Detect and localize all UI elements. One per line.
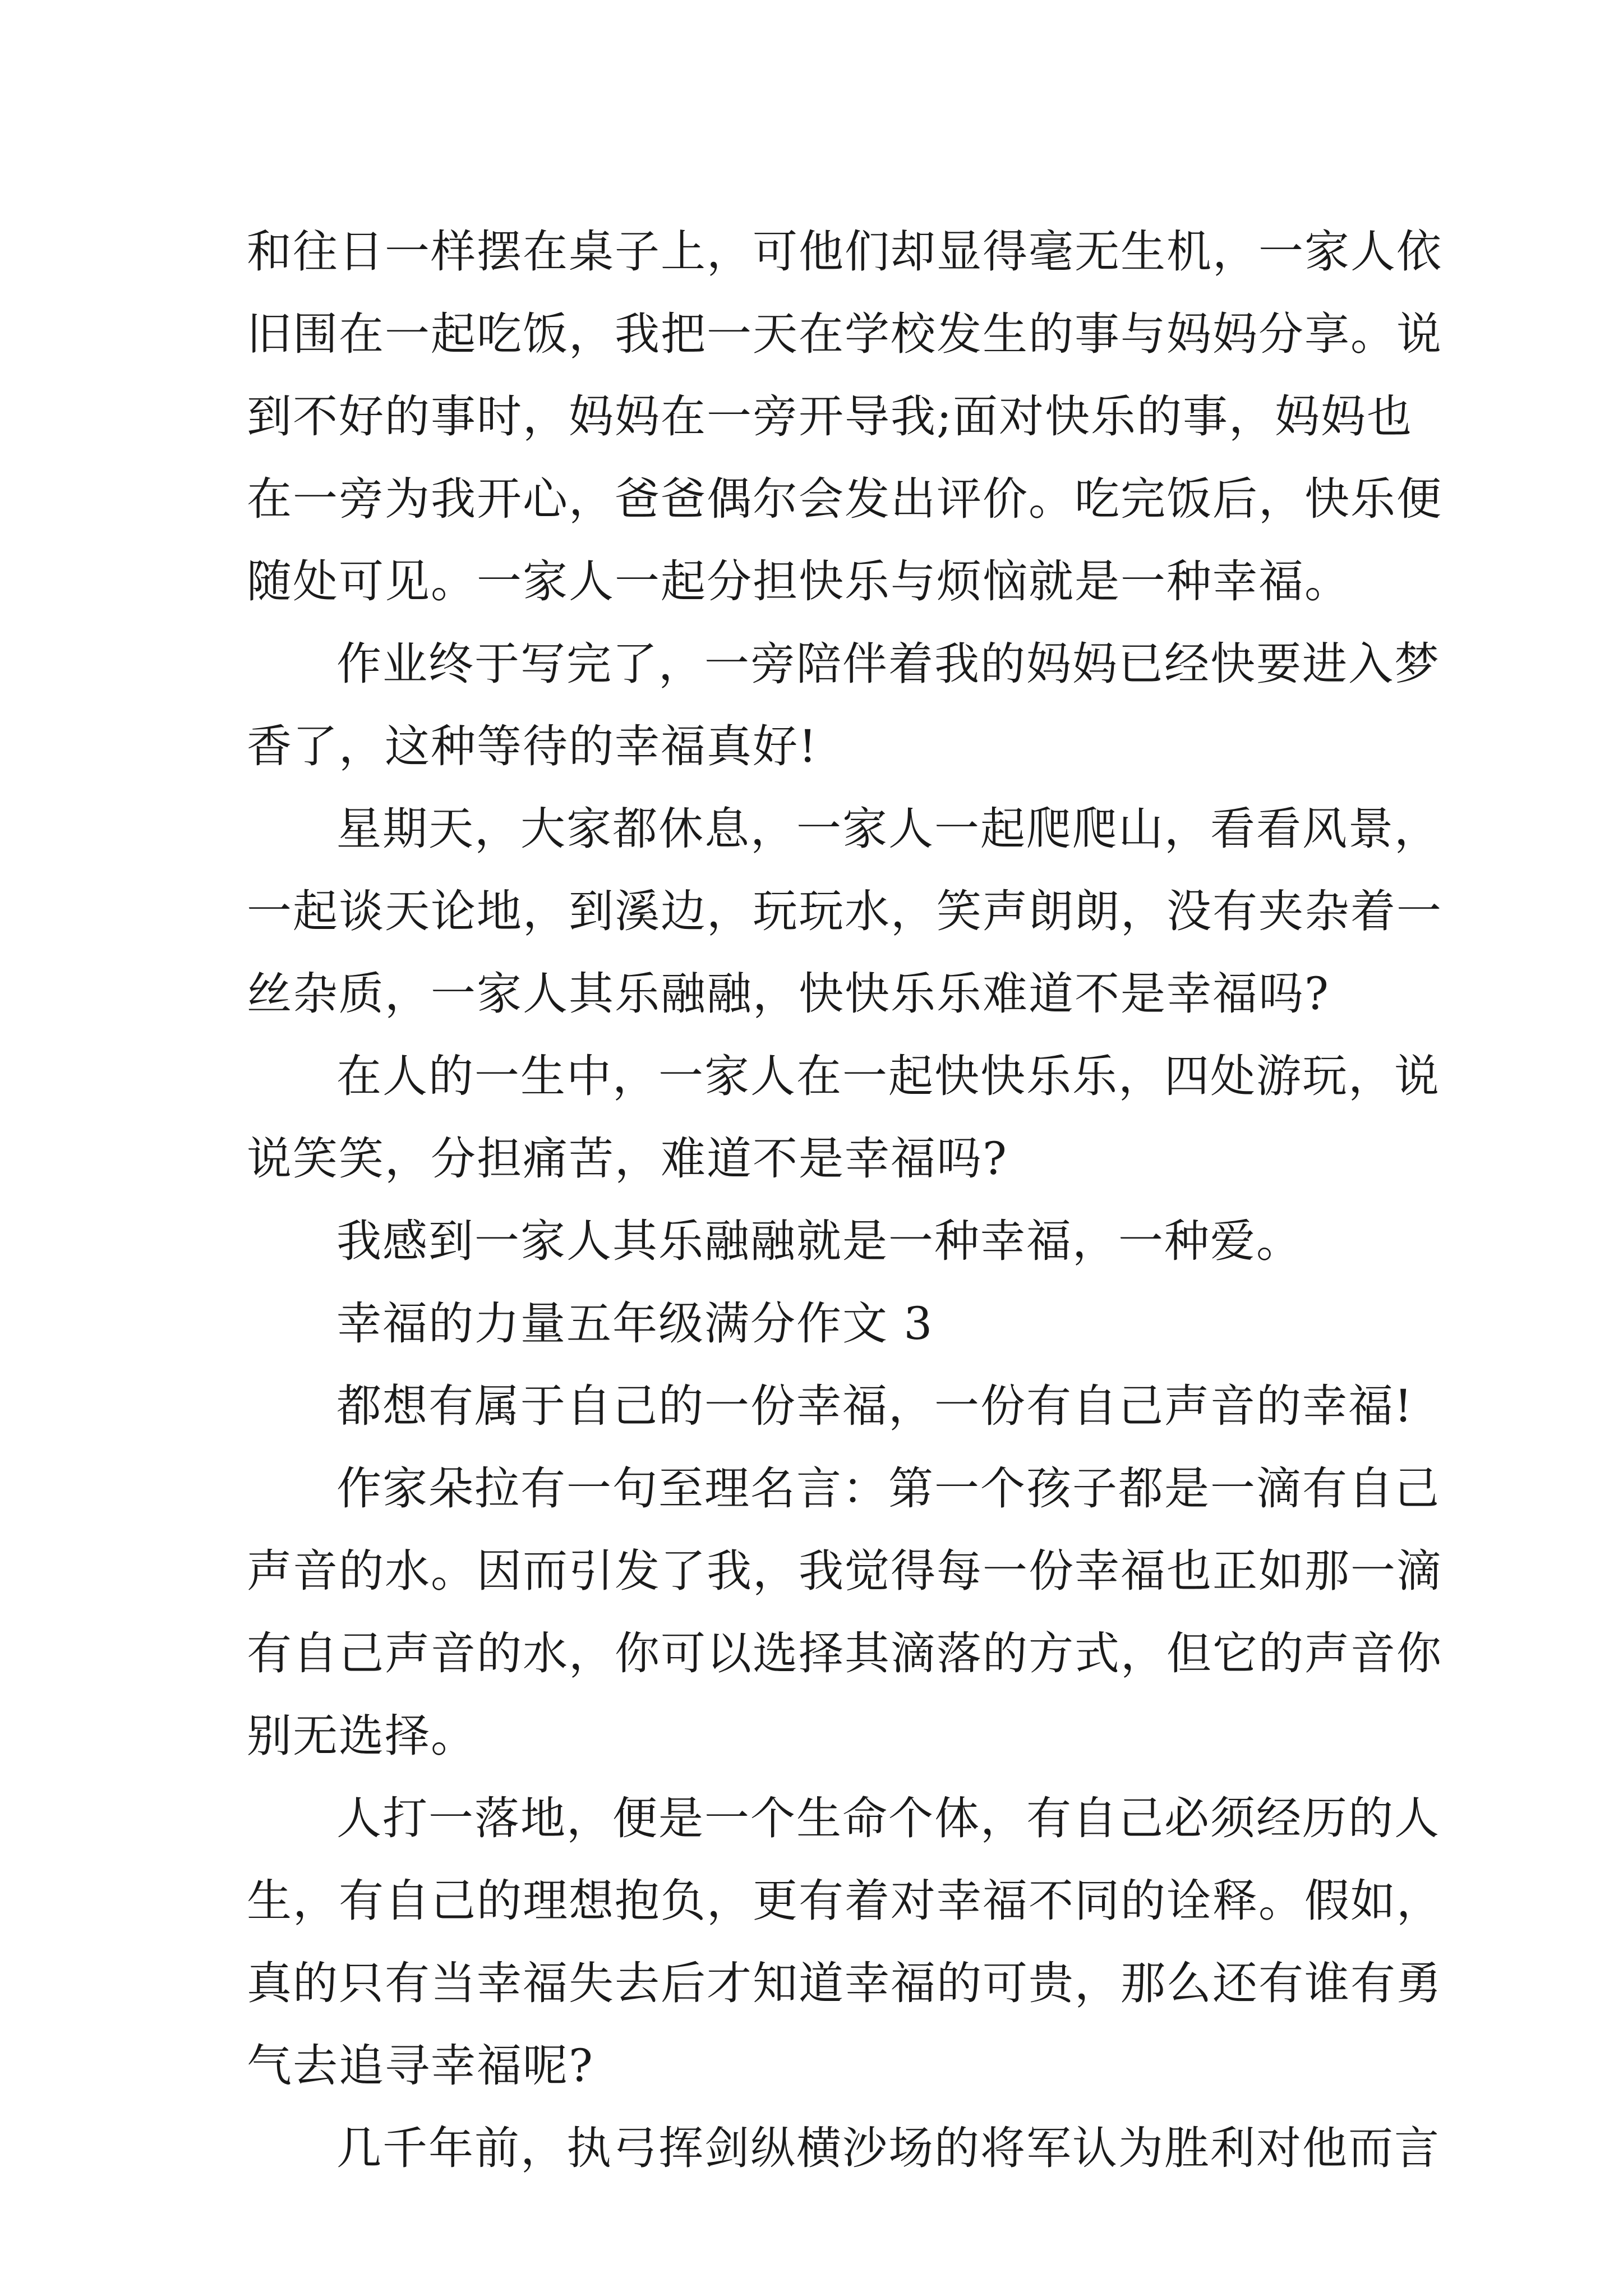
- text-line: 作业终于写完了，一旁陪伴着我的妈妈已经快要进入梦: [336, 638, 1440, 690]
- text-line: 一起谈天论地，到溪边，玩玩水，笑声朗朗，没有夹杂着一: [247, 885, 1442, 937]
- text-line: 我感到一家人其乐融融就是一种幸福，一种爱。: [336, 1215, 1302, 1267]
- text-line: 丝杂质，一家人其乐融融，快快乐乐难道不是幸福吗?: [247, 968, 1330, 1020]
- text-line: 人打一落地，便是一个生命个体，有自己必须经历的人: [336, 1792, 1440, 1844]
- text-line: 随处可见。一家人一起分担快乐与烦恼就是一种幸福。: [247, 555, 1350, 608]
- text-line: 别无选择。: [247, 1710, 477, 1762]
- text-line: 说笑笑，分担痛苦，难道不是幸福吗?: [247, 1133, 1008, 1185]
- text-line: 星期天，大家都休息，一家人一起爬爬山，看看风景，: [336, 803, 1440, 855]
- text-line: 声音的水。因而引发了我，我觉得每一份幸福也正如那一滴: [247, 1545, 1442, 1597]
- text-line: 有自己声音的水，你可以选择其滴落的方式，但它的声音你: [247, 1627, 1442, 1680]
- text-line: 在一旁为我开心，爸爸偶尔会发出评价。吃完饭后，快乐便: [247, 473, 1442, 525]
- text-line: 真的只有当幸福失去后才知道幸福的可贵，那么还有谁有勇: [247, 1957, 1442, 2009]
- text-line: 作家朵拉有一句至理名言：第一个孩子都是一滴有自己: [336, 1462, 1440, 1515]
- text-line: 在人的一生中，一家人在一起快快乐乐，四处游玩，说: [336, 1050, 1440, 1102]
- body-text: [247, 210, 1442, 2189]
- text-line: 到不好的事时，妈妈在一旁开导我;面对快乐的事，妈妈也: [247, 390, 1413, 443]
- text-line: 旧围在一起吃饭，我把一天在学校发生的事与妈妈分享。说: [247, 308, 1442, 360]
- text-line: 生，有自己的理想抱负，更有着对幸福不同的诠释。假如，: [247, 1875, 1442, 1927]
- text-line: 香了，这种等待的幸福真好!: [247, 720, 818, 772]
- text-line: 几千年前，执弓挥剑纵横沙场的将军认为胜利对他而言: [336, 2122, 1440, 2174]
- text-line: 和往日一样摆在桌子上，可他们却显得毫无生机，一家人依: [247, 226, 1442, 278]
- text-line: 气去追寻幸福呢?: [247, 2040, 594, 2092]
- text-line: 都想有属于自己的一份幸福，一份有自己声音的幸福!: [336, 1380, 1414, 1432]
- text-line: 幸福的力量五年级满分作文 3: [336, 1297, 934, 1350]
